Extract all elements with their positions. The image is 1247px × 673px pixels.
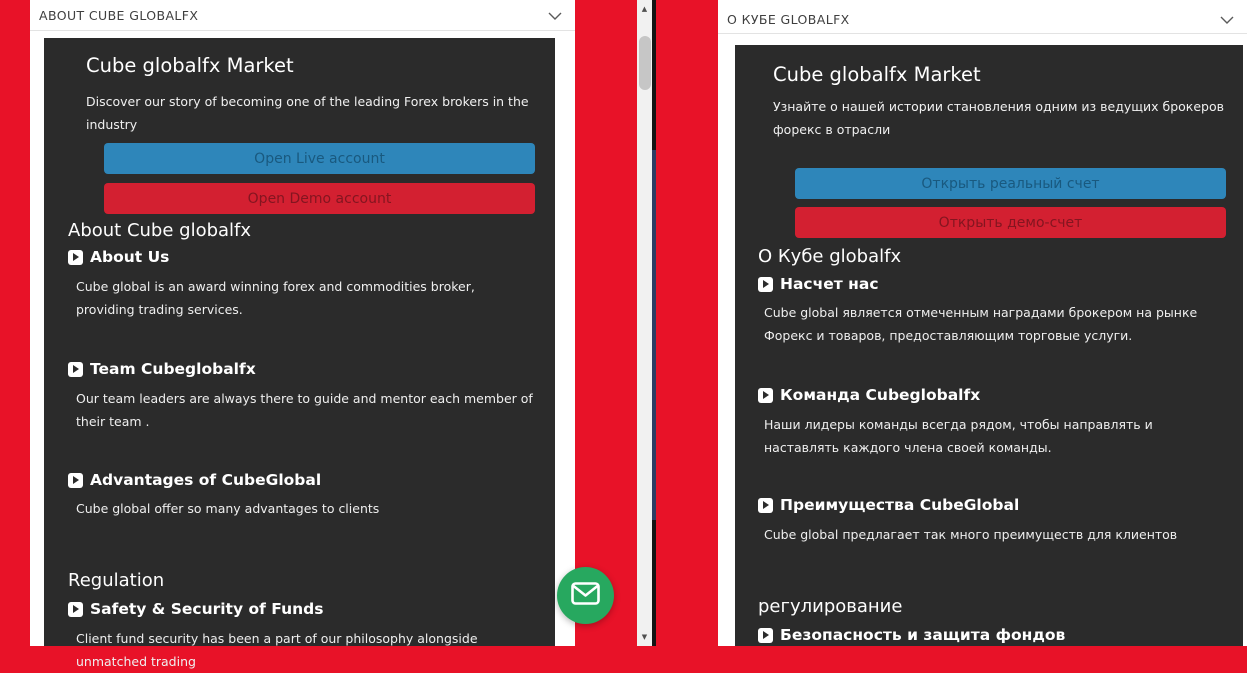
- header-divider: [718, 33, 1247, 34]
- envelope-icon: [571, 582, 600, 609]
- group-heading-about: О Кубе globalfx: [758, 246, 902, 267]
- section-link-label: Безопасность и защита фондов: [780, 626, 1066, 644]
- section-link-advantages[interactable]: [68, 471, 321, 489]
- chevron-down-icon[interactable]: [548, 6, 562, 25]
- section-body: Cube global offer so many advantages to clients: [76, 501, 380, 516]
- section-link-label: Advantages of CubeGlobal: [90, 471, 322, 489]
- section-link-label: Насчет нас: [780, 275, 879, 293]
- open-live-account-button[interactable]: Открыть реальный счет: [795, 168, 1226, 199]
- english-page-window: [30, 0, 575, 670]
- section-body: Cube global is an award winning forex and commodities broker, providing trading services.: [76, 279, 475, 318]
- english-content-panel: [44, 38, 555, 670]
- hero-subtitle: Discover our story of becoming one of the leading Forex brokers in the industry: [86, 94, 529, 133]
- play-icon: [68, 362, 83, 377]
- hero-subtitle: Узнайте о нашей истории становления одним из ведущих брокеров форекс в отрасли: [773, 99, 1224, 138]
- open-demo-account-button[interactable]: Open Demo account: [104, 183, 535, 214]
- section-link-safety[interactable]: [68, 600, 323, 618]
- group-heading-regulation: регулирование: [758, 596, 903, 617]
- play-icon: [758, 388, 773, 403]
- english-window-title: ABOUT CUBE GLOBALFX: [39, 7, 199, 23]
- section-body: Cube global предлагает так много преимуществ для клиентов: [764, 527, 1178, 542]
- play-icon: [68, 602, 83, 617]
- play-icon: [758, 628, 773, 643]
- chevron-down-icon[interactable]: [1220, 10, 1234, 29]
- header-divider: [30, 30, 575, 31]
- scroll-up-arrow-icon[interactable]: ▲: [641, 5, 648, 13]
- section-link-about-us[interactable]: [68, 248, 169, 266]
- play-icon: [758, 498, 773, 513]
- section-link-label: Команда Cubeglobalfx: [780, 386, 981, 404]
- chat-contact-button[interactable]: [557, 567, 614, 624]
- section-link-label: About Us: [90, 248, 170, 266]
- open-live-account-button[interactable]: Open Live account: [104, 143, 535, 174]
- play-icon: [68, 250, 83, 265]
- group-heading-about: About Cube globalfx: [68, 220, 252, 241]
- scrollbar-thumb[interactable]: [639, 36, 651, 90]
- hero-title: Cube globalfx Market: [773, 63, 981, 86]
- section-link-advantages[interactable]: [758, 496, 1019, 514]
- section-body: Client fund security has been a part of our philosophy alongside unmatched trading: [76, 631, 478, 670]
- scroll-down-arrow-icon[interactable]: ▼: [641, 633, 648, 641]
- hero-title: Cube globalfx Market: [86, 54, 294, 77]
- section-body: Our team leaders are always there to guide and mentor each member of their team .: [76, 391, 533, 430]
- open-demo-account-button[interactable]: Открыть демо-счет: [795, 207, 1226, 238]
- vertical-scrollbar[interactable]: [637, 0, 652, 646]
- section-link-safety[interactable]: [758, 626, 1065, 644]
- section-body: Cube global является отмеченным наградами брокером на рынке Форекс и товаров, предоставляющим торговые услуги.: [764, 305, 1198, 344]
- section-link-label: Team Cubeglobalfx: [90, 360, 256, 378]
- russian-page-window: [718, 0, 1247, 646]
- play-icon: [758, 277, 773, 292]
- russian-window-header: [727, 6, 1234, 32]
- section-link-team[interactable]: [758, 386, 980, 404]
- window-edge-divider: [652, 0, 656, 646]
- russian-window-title: О КУБЕ GLOBALFX: [727, 11, 850, 27]
- section-link-team[interactable]: [68, 360, 256, 378]
- english-window-header: [39, 2, 562, 28]
- section-link-label: Преимущества CubeGlobal: [780, 496, 1020, 514]
- section-link-label: Safety & Security of Funds: [90, 600, 324, 618]
- russian-content-panel: [735, 45, 1243, 646]
- group-heading-regulation: Regulation: [68, 570, 165, 591]
- section-body: Наши лидеры команды всегда рядом, чтобы направлять и наставлять каждого члена своей команды.: [764, 417, 1153, 456]
- section-link-about-us[interactable]: [758, 275, 879, 293]
- play-icon: [68, 473, 83, 488]
